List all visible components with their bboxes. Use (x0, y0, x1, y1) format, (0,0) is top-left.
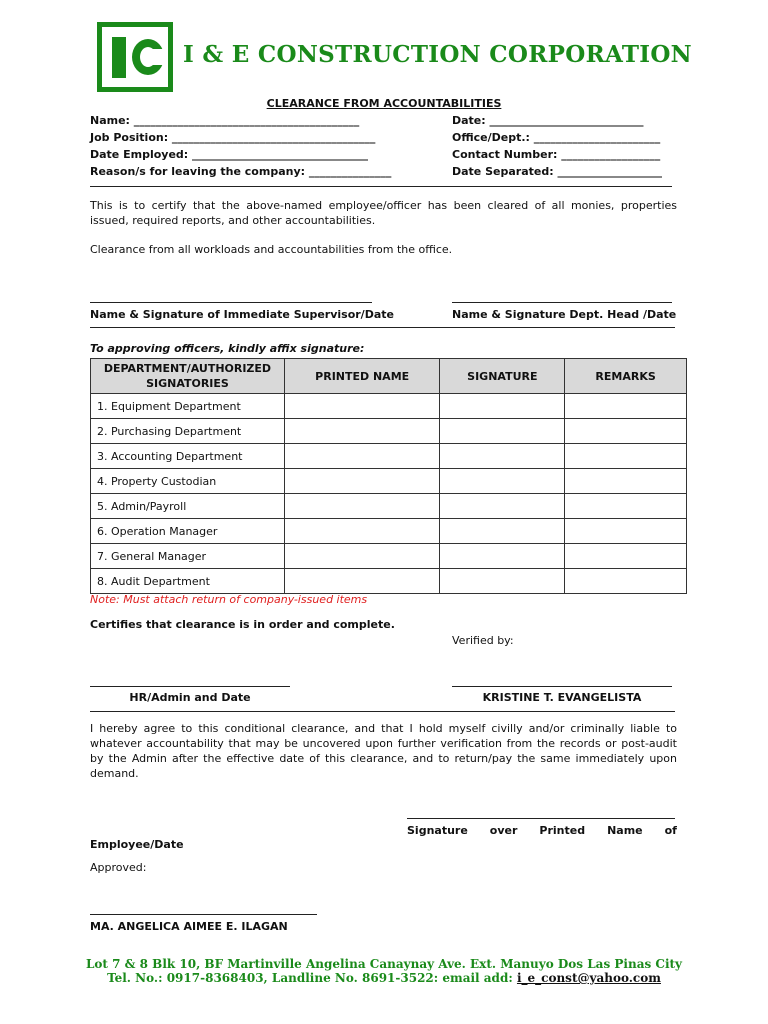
caption-word: Printed (539, 824, 586, 837)
remarks-cell[interactable] (565, 494, 687, 519)
department-cell: 5. Admin/Payroll (91, 494, 285, 519)
company-logo (97, 22, 173, 92)
approver-name: MA. ANGELICA AIMEE E. ILAGAN (90, 920, 288, 933)
divider (90, 711, 675, 712)
signature-cell[interactable] (440, 444, 565, 469)
department-cell: 8. Audit Department (91, 569, 285, 594)
divider (90, 186, 672, 187)
column-header-printed-name: PRINTED NAME (284, 359, 440, 394)
signatories-table (90, 358, 687, 594)
dept-head-signature-label: Name & Signature Dept. Head /Date (452, 308, 677, 321)
remarks-cell[interactable] (565, 394, 687, 419)
logo-slot-shape (152, 49, 168, 65)
job-position-field[interactable]: Job Position: _____________________________________ (90, 131, 376, 144)
table-row (91, 494, 687, 519)
footer-address: Lot 7 & 8 Blk 10, BF Martinville Angelina Canaynay Ave. Ext. Manuyo Dos Las Pinas City (85, 957, 683, 971)
certifies-statement: Certifies that clearance is in order and complete. (90, 618, 395, 631)
agreement-paragraph: I hereby agree to this conditional clearance, and that I hold myself civilly and/or criminally liable to whatever accountability that may be uncovered upon further verification from the records or post-audit by the Admin after the effective date of this clearance, and to return/pay the same immediately upon demand. (90, 722, 677, 780)
certify-paragraph: This is to certify that the above-named employee/officer has been cleared of all monies, properties issued, required reports, and other accountabilities. (90, 199, 677, 227)
logo-bar-shape (112, 37, 126, 78)
footer-email-link[interactable]: i_e_const@yahoo.com (516, 971, 661, 985)
table-header-row (91, 359, 687, 394)
hr-signature-label: HR/Admin and Date (129, 691, 251, 704)
verified-by-label: Verified by: (452, 634, 514, 647)
remarks-cell[interactable] (565, 444, 687, 469)
printed-name-cell[interactable] (284, 419, 440, 444)
printed-name-cell[interactable] (284, 394, 440, 419)
table-row (91, 444, 687, 469)
department-cell: 7. General Manager (91, 544, 285, 569)
supervisor-signature-label: Name & Signature of Immediate Supervisor/Date (90, 308, 394, 321)
column-header-signature: SIGNATURE (440, 359, 565, 394)
signature-cell[interactable] (440, 569, 565, 594)
attachment-note: Note: Must attach return of company-issued items (90, 593, 368, 606)
footer-contact-text: Tel. No.: 0917-8368403, Landline No. 8691-3522: email add: (107, 971, 517, 985)
name-field[interactable]: Name: _________________________________________ (90, 114, 360, 127)
table-row (91, 519, 687, 544)
date-employed-field[interactable]: Date Employed: ________________________________ (90, 148, 369, 161)
dept-head-signature-line (452, 302, 672, 303)
signature-cell[interactable] (440, 394, 565, 419)
verifier-name: KRISTINE T. EVANGELISTA (482, 691, 642, 704)
signature-cell[interactable] (440, 469, 565, 494)
approver-signature-line (90, 914, 317, 915)
caption-word: Signature (407, 824, 468, 837)
signature-cell[interactable] (440, 494, 565, 519)
table-row (91, 419, 687, 444)
footer-contact (0, 971, 768, 985)
employee-date-label: Employee/Date (90, 838, 184, 851)
caption-word: Name (607, 824, 643, 837)
employee-signature-caption (407, 824, 677, 837)
company-name: I & E CONSTRUCTION CORPORATION (183, 41, 693, 68)
document-title: CLEARANCE FROM ACCOUNTABILITIES (266, 97, 502, 110)
remarks-cell[interactable] (565, 469, 687, 494)
caption-word: of (664, 824, 677, 837)
date-separated-field[interactable]: Date Separated: ___________________ (452, 165, 662, 178)
verifier-signature-line (452, 686, 672, 687)
reason-leaving-field[interactable]: Reason/s for leaving the company: _______________ (90, 165, 392, 178)
remarks-cell[interactable] (565, 519, 687, 544)
hr-signature-line (90, 686, 290, 687)
department-cell: 3. Accounting Department (91, 444, 285, 469)
department-cell: 2. Purchasing Department (91, 419, 285, 444)
printed-name-cell[interactable] (284, 444, 440, 469)
printed-name-cell[interactable] (284, 494, 440, 519)
remarks-cell[interactable] (565, 544, 687, 569)
caption-word: over (489, 824, 518, 837)
department-cell: 6. Operation Manager (91, 519, 285, 544)
department-cell: 1. Equipment Department (91, 394, 285, 419)
printed-name-cell[interactable] (284, 519, 440, 544)
clearance-paragraph: Clearance from all workloads and accountabilities from the office. (90, 243, 453, 256)
printed-name-cell[interactable] (284, 569, 440, 594)
remarks-cell[interactable] (565, 569, 687, 594)
contact-number-field[interactable]: Contact Number: __________________ (452, 148, 661, 161)
signature-cell[interactable] (440, 419, 565, 444)
table-row (91, 469, 687, 494)
signature-cell[interactable] (440, 519, 565, 544)
office-dept-field[interactable]: Office/Dept.: _______________________ (452, 131, 661, 144)
table-row (91, 544, 687, 569)
signature-cell[interactable] (440, 544, 565, 569)
printed-name-cell[interactable] (284, 544, 440, 569)
printed-name-cell[interactable] (284, 469, 440, 494)
department-cell: 4. Property Custodian (91, 469, 285, 494)
approving-instruction: To approving officers, kindly affix signature: (90, 342, 365, 355)
table-row (91, 569, 687, 594)
date-field[interactable]: Date: ____________________________ (452, 114, 644, 127)
column-header-remarks: REMARKS (565, 359, 687, 394)
table-row (91, 394, 687, 419)
remarks-cell[interactable] (565, 419, 687, 444)
employee-signature-line (407, 818, 675, 819)
divider (90, 327, 675, 328)
approved-label: Approved: (90, 861, 147, 874)
supervisor-signature-line (90, 302, 372, 303)
column-header-department: DEPARTMENT/AUTHORIZED SIGNATORIES (91, 359, 285, 394)
